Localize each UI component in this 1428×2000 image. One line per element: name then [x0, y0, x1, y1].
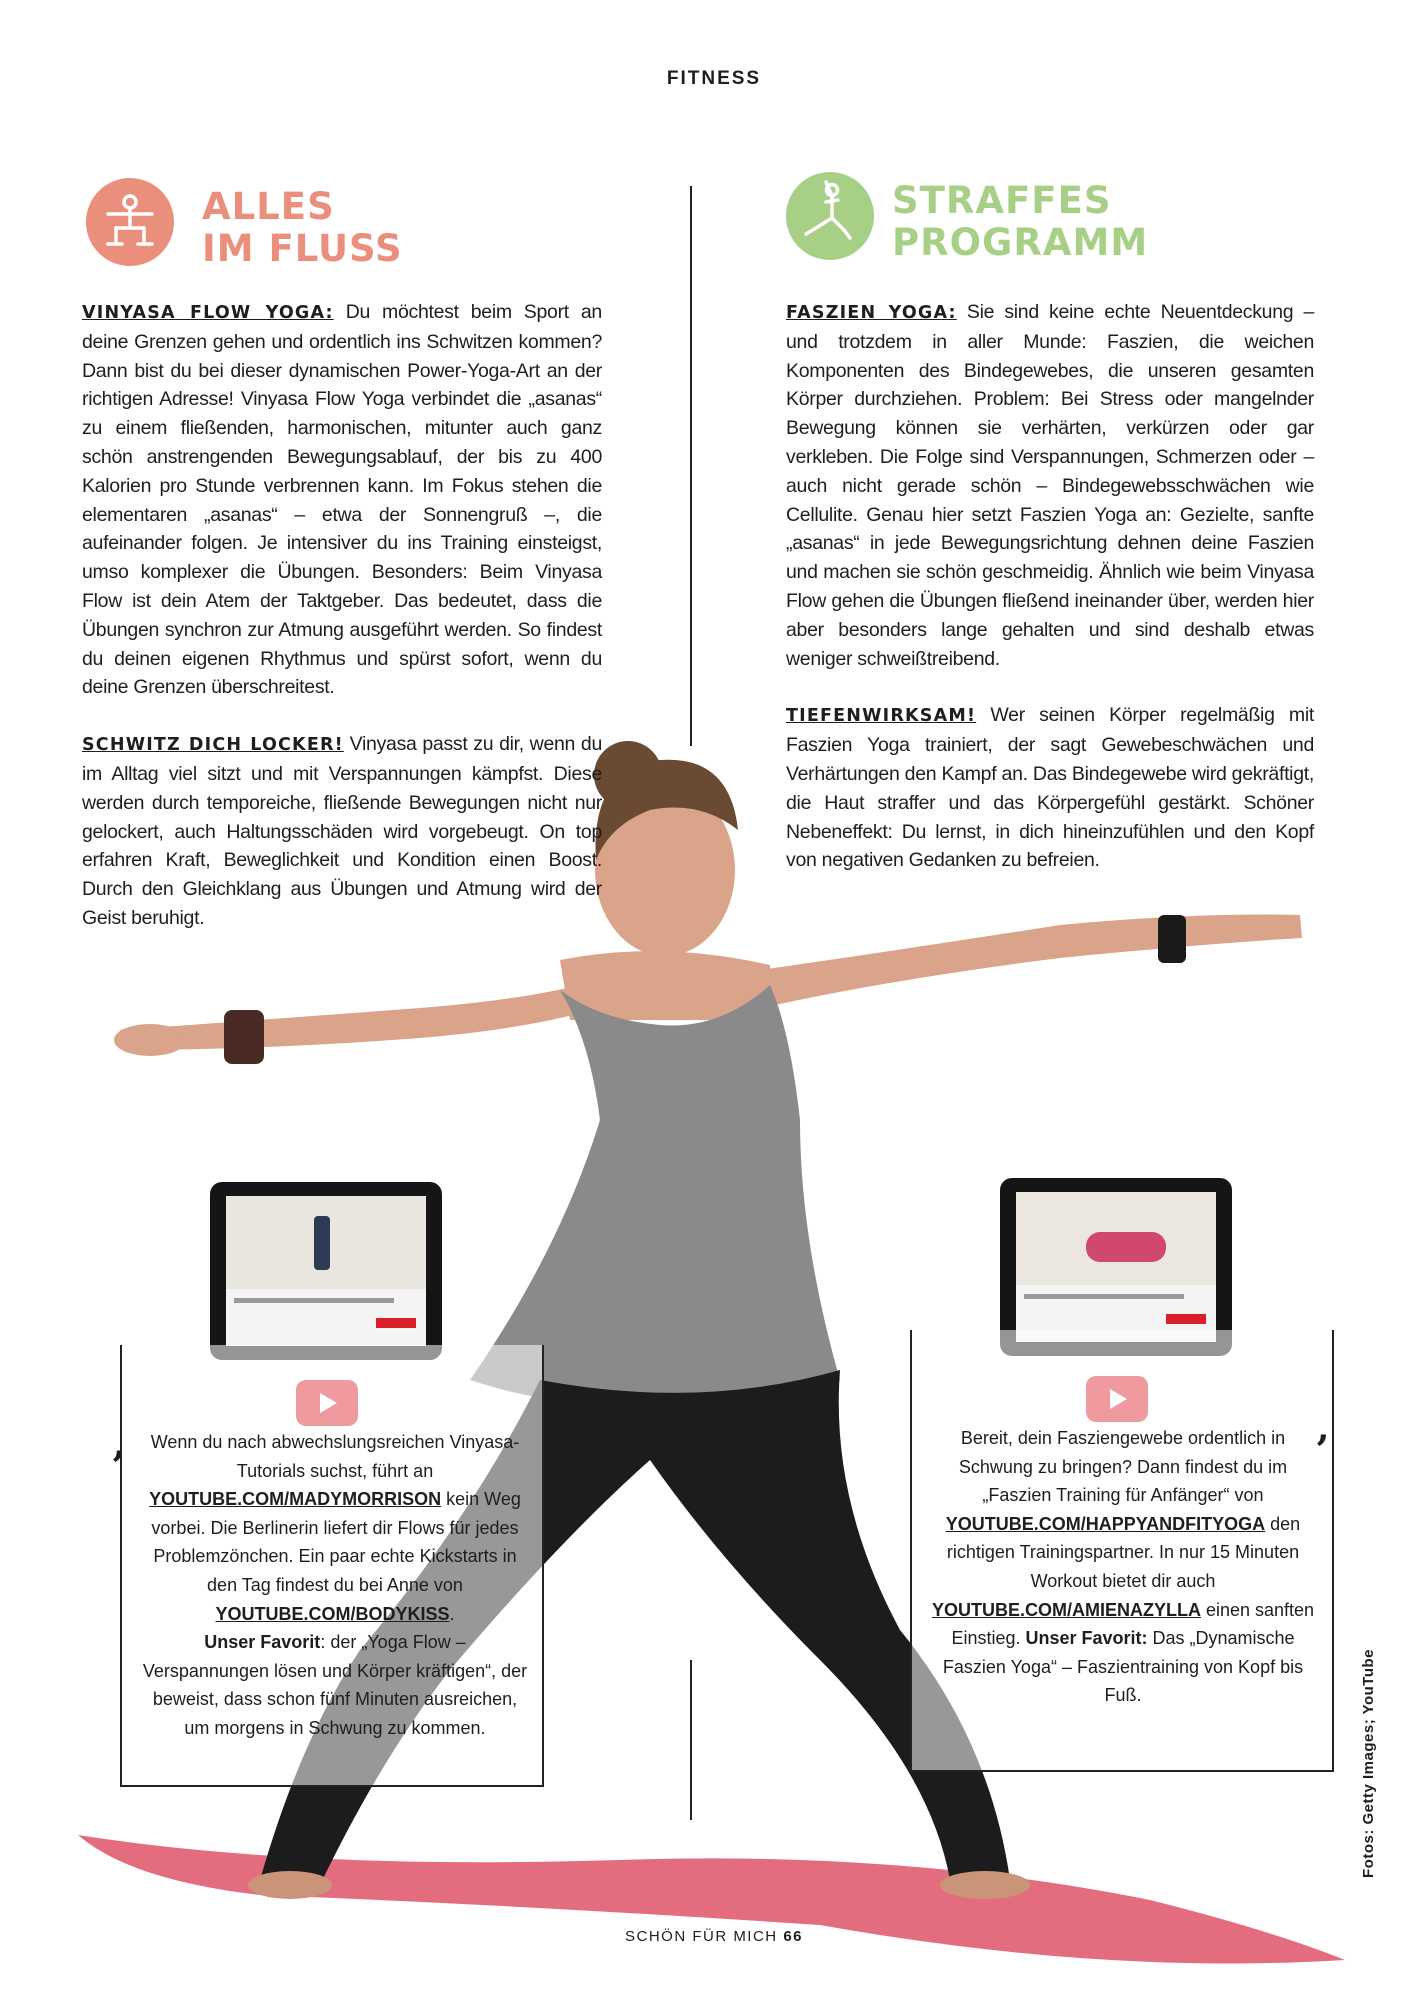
right-paragraph-2	[786, 701, 1314, 875]
left-favorite-label: Unser Favorit	[204, 1632, 321, 1653]
right-tip-t3: einen sanften Einstieg.	[951, 1599, 1315, 1649]
right-paragraph-1	[786, 298, 1314, 673]
right-text-2: Wer seinen Körper regelmäßig mit Faszien Yoga trainiert, der sagt Gewebeschwächen und Verhärtungen den Kampf an. Das Bindegewebe wird gekräftigt, die Haut straffer und das Körpergefühl gestärkt. Schöner Nebeneffekt: Du lernst, in dich hineinzufühlen und den Kopf von negativen Gedanken zu befreien.	[786, 704, 1314, 872]
left-paragraph-2	[82, 730, 602, 933]
left-heading-line1: ALLES	[202, 185, 335, 228]
left-quote-mark: ‚	[112, 1420, 126, 1467]
right-text-1: Sie sind keine echte Neuentdeckung – und trotzdem in aller Munde: Faszien, die weichen Komponenten des Bindegewebes, die unseren gesamten Körper durchziehen. Problem: Bei Stress oder mangelnder Bewegung können sie verhärten, verkürzen oder gar verkleben. Die Folge sind Verspannungen, Schmerzen oder – auch nicht gerade schön – Bindegewebsschwächen wie Cellulite. Genau hier setzt Faszien Yoga an: Gezielte, sanfte „asanas“ in jede Bewegungsrichtung dehnen deine Faszien und machen sie schön geschmeidig. Ähnlich wie beim Vinyasa Flow gehen die Übungen fließend ineinander über, werden hier aber besonders lange gehalten und sind deshalb etwas weniger schweißtreibend.	[786, 301, 1314, 670]
right-tip-t1: Bereit, dein Fasziengewebe ordentlich in Schwung zu bringen? Dann findest du im „Faszien Training für Anfänger“ von	[958, 1428, 1288, 1506]
left-paragraph-1	[82, 298, 602, 702]
left-tip-t1: Wenn du nach abwechslungsreichen Vinyasa-Tutorials suchst, führt an	[150, 1432, 520, 1481]
left-lead-1: VINYASA FLOW YOGA:	[82, 303, 334, 323]
left-tablet-screen	[226, 1196, 426, 1346]
left-text-1: Du möchtest beim Sport an deine Grenzen gehen und ordentlich ins Schwitzen kommen? Dann bist du bei dieser dynamischen Power-Yoga-Art an der richtigen Adresse! Vinyasa Flow Yoga verbindet die „asanas“ zu einem fließenden, harmonischen, mitunter auch ganz schön anstrengenden Bewegungsablauf, der bis zu 400 Kalorien pro Stunde verbrennen kann. Im Fokus stehen die elementaren „asanas“ – etwa der Sonnengruß –, die aufeinander folgen. Je intensiver du ins Training einsteigst, umso komplexer die Übungen. Besonders: Beim Vinyasa Flow ist dein Atem der Taktgeber. Das bedeutet, dass die Übungen synchron zur Atmung ausgeführt werden. So findest du deinen eigenen Rhythmus und spürst sofort, wenn du deine Grenzen überschreitest.	[82, 301, 602, 699]
right-lead-2: TIEFENWIRKSAM!	[786, 706, 977, 727]
page-number: 66	[783, 1928, 804, 1945]
left-article	[82, 298, 602, 961]
left-heading	[202, 186, 403, 270]
link-madymorrison[interactable]: YOUTUBE.COM/MADYMORRISON	[149, 1489, 442, 1510]
right-lead-1: FASZIEN YOGA:	[786, 303, 957, 323]
right-heading	[892, 180, 1148, 264]
column-divider-top	[690, 186, 692, 746]
yoga-lunge-icon	[786, 172, 874, 260]
left-tip-t2: kein Weg vorbei. Die Berlinerin liefert dir Flows für jedes Problemzönchen. Ein paar echte Kickstarts in den Tag findest du bei Anne von	[151, 1489, 521, 1595]
left-tip-text	[140, 1428, 530, 1743]
photo-credit: Fotos: Getty Images; YouTube	[1360, 1648, 1377, 1878]
right-tip-content	[928, 1424, 1318, 1710]
link-amienazylla[interactable]: YOUTUBE.COM/AMIENAZYLLA	[931, 1599, 1201, 1620]
left-lead-2: SCHWITZ DICH LOCKER!	[82, 735, 344, 756]
section-label: FITNESS	[666, 68, 762, 89]
left-tip-t3: .	[449, 1603, 455, 1624]
left-heading-line2: IM FLUSS	[202, 227, 403, 270]
right-tablet-screen	[1016, 1192, 1216, 1342]
right-heading-line2: PROGRAMM	[892, 221, 1149, 264]
right-article	[786, 298, 1314, 903]
link-happyandfityoga[interactable]: YOUTUBE.COM/HAPPYANDFITYOGA	[945, 1513, 1266, 1534]
right-favorite-label: Unser Favorit:	[1025, 1628, 1148, 1649]
yoga-pose-icon	[86, 178, 174, 266]
left-tip-t4: : der „Yoga Flow – Verspannungen lösen und Körper kräftigen“, der beweist, dass schon fünf Minuten ausreichen, um morgens in Schwung zu kommen.	[142, 1632, 528, 1738]
left-tablet-screenshot	[210, 1182, 442, 1360]
right-tip-t4: Das „Dynamische Faszien Yoga“ – Faszientraining von Kopf bis Fuß.	[942, 1628, 1304, 1706]
right-tip-text	[928, 1424, 1318, 1710]
left-text-2: Vinyasa passt zu dir, wenn du im Alltag viel sitzt und mit Verspannungen kämpfst. Diese werden durch temporeiche, fließende Bewegungen nicht nur gelockert, auch Haltungsschäden wird vorgebeugt. On top erfahren Kraft, Beweglichkeit und Kondition einen Boost. Durch den Gleichklang aus Übungen und Atmung wird der Geist beruhigt.	[82, 733, 602, 929]
right-heading-line1: STRAFFES	[892, 179, 1112, 222]
magazine-name: SCHÖN FÜR MICH	[624, 1928, 778, 1945]
right-quote-mark: ‚	[1316, 1404, 1330, 1451]
link-bodykiss[interactable]: YOUTUBE.COM/BODYKISS	[215, 1603, 450, 1624]
right-tip-t2: den richtigen Trainingspartner. In nur 15 Minuten Workout bietet dir auch	[946, 1513, 1301, 1591]
column-divider-bottom	[690, 1660, 692, 1820]
left-tip-content	[140, 1428, 530, 1743]
page-footer	[0, 1928, 1428, 1945]
